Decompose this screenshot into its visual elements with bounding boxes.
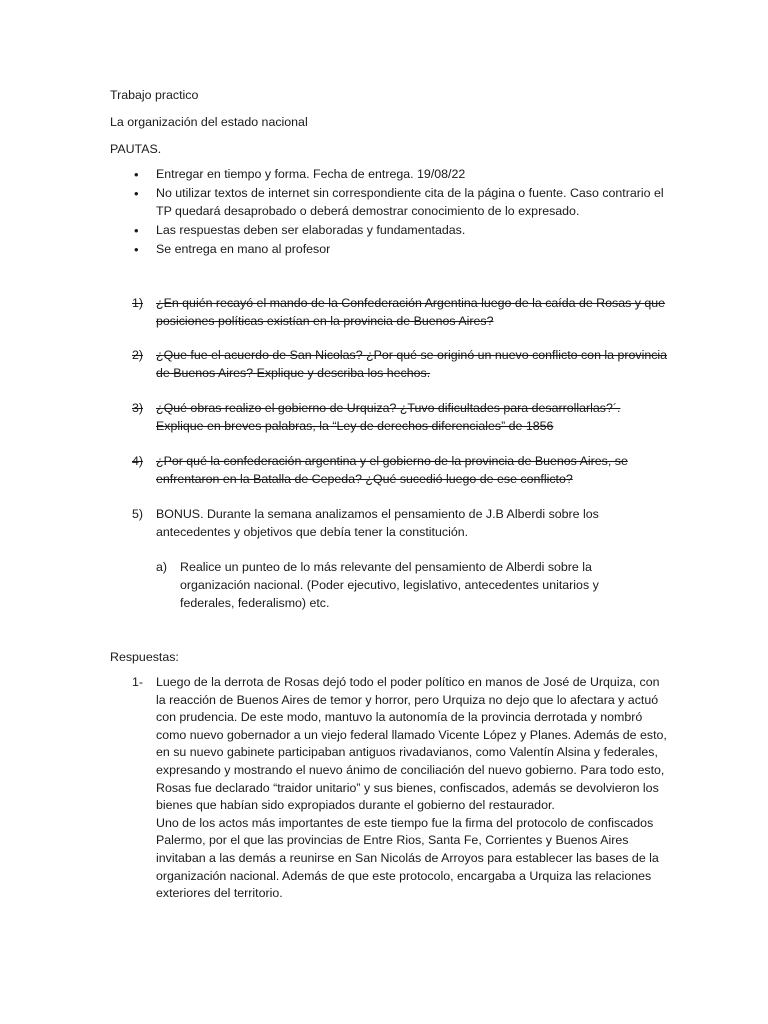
document-title: Trabajo practico (110, 88, 199, 102)
bullet-icon: • (134, 186, 139, 201)
answers-heading: Respuestas: (110, 650, 179, 664)
bullet-icon: • (134, 241, 139, 257)
pautas-heading: PAUTAS. (110, 142, 162, 156)
list-item (110, 166, 670, 184)
list-item-text: Se entrega en mano al profesor (156, 241, 331, 256)
answer-number: 1- (132, 675, 144, 689)
question-text: ¿Qué obras realizo el gobierno de Urquiza? ¿Tuvo dificultades para desarrollarlas?´. Explique en breves palabras, la “Ley de derechos diferenciales” de 1856 (156, 401, 621, 433)
bullet-icon: • (134, 222, 139, 238)
question-number: 3) (132, 401, 144, 415)
list-item (110, 222, 670, 240)
question-number: 1) (132, 296, 144, 310)
subquestion-text: Realice un punteo de lo más relevante del pensamiento de Alberdi sobre la organización nacional. (Poder ejecutivo, legislativo, antecedentes unitarios y federales, federalismo) etc. (180, 560, 599, 610)
question-3 (110, 399, 670, 435)
question-text: ¿Que fue el acuerdo de San Nicolas? ¿Por qué se originó un nuevo conflicto con la provincia de Buenos Aires? Explique y describa los hechos. (156, 348, 668, 380)
list-item-text: Las respuestas deben ser elaboradas y fundamentadas. (156, 222, 466, 237)
question-text: ¿En quién recayó el mando de la Confederación Argentina luego de la caída de Rosas y que posiciones políticas existían en la provincia de Buenos Aires? (156, 296, 666, 328)
subquestion-number: a) (156, 560, 168, 574)
question-text: BONUS. Durante la semana analizamos el pensamiento de J.B Alberdi sobre los antecedentes y objetivos que debía tener la constitución. (156, 507, 599, 539)
list-item-text: Entregar en tiempo y forma. Fecha de entrega. 19/08/22 (156, 167, 466, 181)
question-number: 2) (132, 348, 144, 362)
question-number: 5) (132, 507, 144, 521)
list-item-text: No utilizar textos de internet sin correspondiente cita de la página o fuente. Caso contrario el TP quedará desaprobado o deberá demostrar conocimiento de lo expresado. (156, 186, 664, 218)
question-2 (110, 346, 670, 382)
bullet-icon: • (134, 167, 139, 182)
answer-paragraph: Uno de los actos más importantes de este tiempo fue la firma del protocolo de confiscados Palermo, por el que las provincias de Entre Rios, Santa Fe, Corrientes y Buenos Aires invitaban a las demás a reunirse en San Nicolás de Arroyos para establecer las bases de la organización nacional. Además de que este protocolo, encargaba a Urquiza las relaciones exteriores del territorio. (156, 815, 659, 901)
question-4 (110, 452, 670, 488)
pautas-list (110, 166, 670, 260)
question-number: 4) (132, 454, 144, 468)
list-item (110, 185, 670, 220)
question-text: ¿Por qué la confederación argentina y el gobierno de la provincia de Buenos Aires, se enfrentaron en la Batalla de Cepeda? ¿Qué sucedió luego de ese conflicto? (156, 454, 628, 486)
question-1 (110, 294, 670, 330)
question-5 (110, 505, 670, 541)
answer-1 (110, 674, 670, 903)
answer-paragraph: Luego de la derrota de Rosas dejó todo el poder político en manos de José de Urquiza, con la reacción de Buenos Aires de temor y horror, pero Urquiza no dejo que lo afectara y actuó con prudencia. De este modo, mantuvo la autonomía de la provincia derrotada y nombró como nuevo gobernador a un viejo federal llamado Vicente López y Planes. Además de esto, en su nuevo gabinete participaban antiguos rivadavianos, como Valentín Alsina y federales, expresando y mostrando el nuevo ánimo de conciliación del nuevo gobierno. Para todo esto, Rosas fue declarado “traidor unitario” y sus bienes, confiscados, además se devolvieron los bienes que habían sido expropiados durante el gobierno del restaurador. (156, 675, 667, 813)
answer-text (156, 674, 670, 903)
list-item (110, 241, 670, 259)
document-subtitle: La organización del estado nacional (110, 115, 308, 129)
subquestion-a (156, 558, 636, 612)
